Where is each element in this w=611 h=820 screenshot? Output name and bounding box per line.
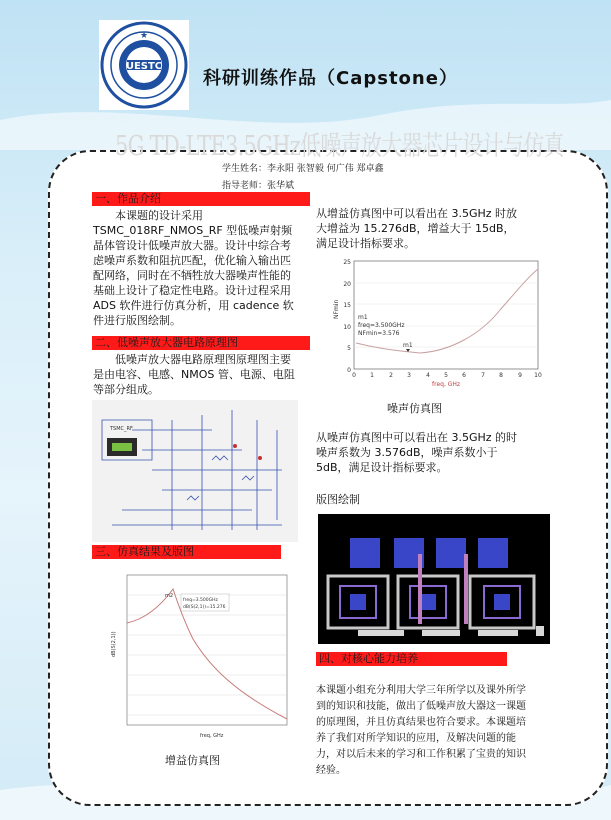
noise-xlabel: freq, GHz xyxy=(432,381,461,388)
svg-text:15: 15 xyxy=(343,302,351,309)
poster-title: 5G TD-LTE3.5GHz低噪声放大器芯片设计与仿真 xyxy=(115,131,564,162)
gain-ylabel: dB(S(2,1)) xyxy=(111,631,117,657)
svg-text:0: 0 xyxy=(352,372,356,379)
section-3-title: 三、仿真结果及版图 xyxy=(92,545,281,559)
section-4-text: 本课题小组充分利用大学三年所学以及课外所学到的知识和技能，做出了低噪声放大器这一课题的原理图，并且仿真结果也符合要求。本课题培养了我们对所学知识的应用，及解决问题的能力，对以后未来的学习和工作积累了宝贵的知识经验。 xyxy=(316,685,526,776)
layout-caption: 版图绘制 xyxy=(316,493,360,506)
svg-text:10: 10 xyxy=(343,324,351,331)
svg-text:★: ★ xyxy=(139,31,149,41)
gain-xlabel: freq, GHz xyxy=(200,733,224,739)
logo-text: UESTC xyxy=(125,61,163,72)
gain-marker-value: dB(S(2,1))=15.276 xyxy=(183,605,226,610)
gain-marker-freq: freq=3.500GHz xyxy=(183,598,218,603)
svg-text:0: 0 xyxy=(347,367,351,374)
svg-text:20: 20 xyxy=(343,281,351,288)
svg-text:8: 8 xyxy=(499,372,503,379)
noise-plot xyxy=(320,255,544,390)
svg-text:7: 7 xyxy=(481,372,485,379)
section-1-text: 本课题的设计采用 TSMC_018RF_NMOS_RF 型低噪声射频晶体管设计低噪声放大器。设计中综合考虑噪声系数和阻抗匹配，优化输入输出匹配网络，同时在不牺牲放大器噪声性能的基础上设计了稳定性电路。设计过程采用 ADS 软件进行仿真分析，用 cadence 软件进行版图绘制。 xyxy=(93,209,294,327)
gain-marker-name: m2 xyxy=(165,593,174,599)
section-1-title: 一、作品介绍 xyxy=(92,192,310,206)
students-line: 学生姓名：李永阳 张智毅 何广伟 郑卓鑫 xyxy=(222,164,384,174)
svg-text:m1: m1 xyxy=(358,314,368,321)
noise-analysis-text: 从噪声仿真图中可以看出在 3.5GHz 的时噪声系数为 3.576dB，噪声系数小于 5dB，满足设计指标要求。 xyxy=(316,431,518,474)
capstone-title: 科研训练作品（Capstone） xyxy=(203,68,458,89)
svg-text:2: 2 xyxy=(389,372,393,379)
gain-caption: 增益仿真图 xyxy=(165,754,220,767)
svg-text:6: 6 xyxy=(462,372,466,379)
section-2-text: 低噪声放大器电路原理图原理图主要是由电容、电感、NMOS 管、电源、电阻等部分组成。 xyxy=(93,353,295,396)
svg-text:TSMC_RF: TSMC_RF xyxy=(110,426,133,432)
svg-text:5: 5 xyxy=(347,345,351,352)
schematic-image xyxy=(92,400,298,542)
noise-marker-label: m1 xyxy=(403,342,413,349)
svg-text:10: 10 xyxy=(534,372,542,379)
noise-ylabel: NFmin xyxy=(333,299,340,319)
svg-text:25: 25 xyxy=(343,259,351,266)
advisor-line: 指导老师：张华斌 xyxy=(222,181,295,191)
svg-text:9: 9 xyxy=(518,372,522,379)
section-2-title: 二、低噪声放大器电路原理图 xyxy=(92,336,310,350)
gain-analysis-text: 从增益仿真图中可以看出在 3.5GHz 时放大增益为 15.276dB，增益大于 15dB，满足设计指标要求。 xyxy=(316,207,518,250)
svg-text:1: 1 xyxy=(370,372,374,379)
gain-plot xyxy=(105,567,295,742)
section-4-title: 四、对核心能力培养 xyxy=(316,652,507,666)
noise-marker-value: NFmin=3.576 xyxy=(358,330,400,337)
svg-text:4: 4 xyxy=(426,372,430,379)
svg-text:3: 3 xyxy=(407,372,411,379)
noise-marker-freq: freq=3.500GHz xyxy=(358,322,405,329)
svg-text:5: 5 xyxy=(444,372,448,379)
layout-image xyxy=(318,514,550,644)
noise-caption: 噪声仿真图 xyxy=(387,402,442,415)
university-logo xyxy=(99,20,189,110)
